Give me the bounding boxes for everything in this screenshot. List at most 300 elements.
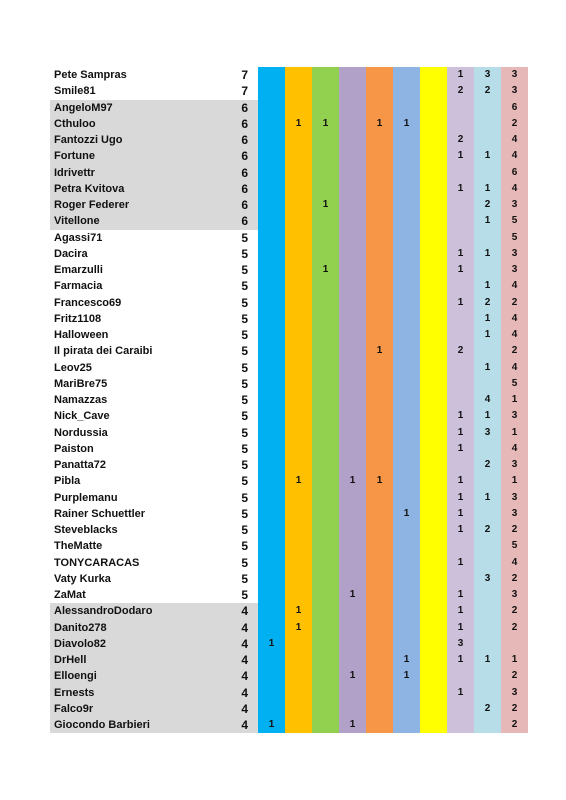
count-cell bbox=[474, 717, 501, 733]
count-cell: 4 bbox=[501, 132, 528, 148]
total-score-cell: 5 bbox=[241, 425, 248, 440]
count-cell bbox=[312, 506, 339, 522]
count-cell bbox=[366, 311, 393, 327]
table-row bbox=[50, 148, 528, 164]
count-cell bbox=[258, 392, 285, 408]
count-cell bbox=[447, 571, 474, 587]
total-score-cell: 6 bbox=[207, 165, 258, 181]
count-cell: 1 bbox=[501, 652, 528, 668]
count-cell: 1 bbox=[474, 408, 501, 424]
count-cell bbox=[366, 100, 393, 116]
count-cell bbox=[447, 116, 474, 132]
count-cell: 2 bbox=[501, 295, 528, 311]
total-score-cell: 5 bbox=[241, 279, 248, 294]
count-cell bbox=[339, 327, 366, 343]
count-cell bbox=[285, 392, 312, 408]
count-cell bbox=[393, 213, 420, 229]
count-cell bbox=[285, 701, 312, 717]
count-cell bbox=[393, 408, 420, 424]
count-cell bbox=[393, 165, 420, 181]
count-cell: 6 bbox=[501, 165, 528, 181]
total-score-cell: 4 bbox=[207, 717, 258, 733]
count-cell bbox=[420, 278, 447, 294]
table-row bbox=[50, 555, 528, 571]
count-cell bbox=[258, 620, 285, 636]
count-cell bbox=[420, 181, 447, 197]
count-cell: 1 bbox=[474, 213, 501, 229]
count-cell bbox=[312, 685, 339, 701]
count-cell bbox=[474, 132, 501, 148]
count-cell bbox=[393, 425, 420, 441]
table-row bbox=[50, 425, 528, 441]
player-name-cell: DrHell bbox=[50, 652, 207, 668]
count-cell bbox=[312, 620, 339, 636]
count-cell: 3 bbox=[501, 197, 528, 213]
count-cell bbox=[312, 490, 339, 506]
total-score-cell: 5 bbox=[241, 230, 248, 245]
count-cell bbox=[339, 230, 366, 246]
count-cell bbox=[285, 246, 312, 262]
table-row bbox=[50, 668, 528, 684]
count-cell bbox=[339, 262, 366, 278]
count-cell bbox=[420, 343, 447, 359]
count-cell bbox=[393, 603, 420, 619]
count-cell bbox=[285, 506, 312, 522]
count-cell bbox=[393, 571, 420, 587]
player-name-cell: Agassi71 bbox=[54, 231, 103, 244]
count-cell bbox=[393, 620, 420, 636]
table-row bbox=[50, 587, 528, 603]
count-cell: 5 bbox=[501, 538, 528, 554]
count-cell: 1 bbox=[474, 148, 501, 164]
count-cell bbox=[393, 636, 420, 652]
count-cell bbox=[312, 425, 339, 441]
total-score-cell: 5 bbox=[241, 474, 248, 489]
count-cell bbox=[312, 230, 339, 246]
count-cell: 1 bbox=[312, 116, 339, 132]
count-cell bbox=[258, 148, 285, 164]
count-cell bbox=[258, 441, 285, 457]
count-cell bbox=[393, 473, 420, 489]
count-cell bbox=[420, 83, 447, 99]
count-cell: 2 bbox=[501, 717, 528, 733]
count-cell: 2 bbox=[501, 571, 528, 587]
count-cell bbox=[447, 360, 474, 376]
count-cell bbox=[366, 165, 393, 181]
count-cell: 1 bbox=[285, 603, 312, 619]
count-cell bbox=[258, 311, 285, 327]
count-cell bbox=[366, 603, 393, 619]
count-cell: 6 bbox=[501, 100, 528, 116]
count-cell bbox=[258, 408, 285, 424]
count-cell bbox=[420, 213, 447, 229]
count-cell bbox=[312, 652, 339, 668]
count-cell bbox=[258, 230, 285, 246]
count-cell bbox=[366, 295, 393, 311]
count-cell bbox=[366, 538, 393, 554]
total-score-cell: 5 bbox=[241, 328, 248, 342]
player-name-cell: Fantozzi Ugo bbox=[50, 132, 207, 148]
count-cell bbox=[258, 197, 285, 213]
table-row bbox=[50, 230, 528, 246]
count-cell: 1 bbox=[339, 473, 366, 489]
count-cell bbox=[312, 67, 339, 83]
table-row bbox=[50, 83, 528, 99]
player-name-cell: TheMatte bbox=[54, 540, 103, 553]
total-score-cell: 4 bbox=[207, 685, 258, 701]
count-cell bbox=[393, 360, 420, 376]
table-row bbox=[50, 636, 528, 652]
count-cell bbox=[312, 441, 339, 457]
player-name-cell: Falco9r bbox=[50, 701, 207, 717]
count-cell bbox=[393, 181, 420, 197]
count-cell bbox=[447, 376, 474, 392]
count-cell: 4 bbox=[501, 148, 528, 164]
count-cell bbox=[420, 165, 447, 181]
count-cell bbox=[420, 295, 447, 311]
count-cell: 1 bbox=[366, 343, 393, 359]
player-name-cell: Leov25 bbox=[54, 361, 92, 374]
count-cell bbox=[312, 83, 339, 99]
count-cell bbox=[312, 555, 339, 571]
player-name-cell: Smile81 bbox=[54, 85, 96, 98]
player-name-cell: Fortune bbox=[50, 148, 207, 164]
count-cell: 1 bbox=[312, 262, 339, 278]
count-cell bbox=[285, 295, 312, 311]
count-cell bbox=[258, 246, 285, 262]
count-cell: 2 bbox=[501, 620, 528, 636]
count-cell: 1 bbox=[285, 620, 312, 636]
count-cell bbox=[312, 473, 339, 489]
count-cell bbox=[474, 441, 501, 457]
count-cell: 1 bbox=[447, 652, 474, 668]
count-cell bbox=[474, 165, 501, 181]
count-cell bbox=[339, 685, 366, 701]
count-cell: 4 bbox=[474, 392, 501, 408]
count-cell bbox=[285, 343, 312, 359]
count-cell: 1 bbox=[393, 116, 420, 132]
count-cell: 1 bbox=[366, 116, 393, 132]
count-cell: 1 bbox=[447, 246, 474, 262]
count-cell bbox=[474, 636, 501, 652]
count-cell: 2 bbox=[501, 603, 528, 619]
count-cell bbox=[393, 717, 420, 733]
player-name-cell: TONYCARACAS bbox=[54, 556, 140, 569]
count-cell: 1 bbox=[447, 555, 474, 571]
count-cell bbox=[366, 717, 393, 733]
player-name-cell: Idrivettr bbox=[50, 165, 207, 181]
count-cell bbox=[420, 490, 447, 506]
count-cell bbox=[285, 685, 312, 701]
count-cell: 2 bbox=[474, 522, 501, 538]
count-cell bbox=[339, 571, 366, 587]
count-cell bbox=[447, 701, 474, 717]
count-cell bbox=[420, 473, 447, 489]
count-cell bbox=[312, 376, 339, 392]
count-cell bbox=[393, 327, 420, 343]
count-cell bbox=[285, 538, 312, 554]
count-cell bbox=[258, 506, 285, 522]
count-cell: 1 bbox=[447, 148, 474, 164]
count-cell bbox=[285, 132, 312, 148]
count-cell bbox=[366, 392, 393, 408]
count-cell bbox=[258, 685, 285, 701]
total-score-cell: 5 bbox=[241, 523, 248, 537]
count-cell bbox=[420, 360, 447, 376]
total-score-cell: 5 bbox=[241, 458, 248, 472]
table-row bbox=[50, 538, 528, 554]
player-name-cell: Nordussia bbox=[54, 426, 108, 439]
count-cell bbox=[420, 571, 447, 587]
count-cell bbox=[420, 67, 447, 83]
count-cell bbox=[366, 360, 393, 376]
count-cell: 1 bbox=[474, 278, 501, 294]
count-cell bbox=[339, 116, 366, 132]
count-cell bbox=[258, 67, 285, 83]
count-cell bbox=[366, 636, 393, 652]
count-cell bbox=[393, 522, 420, 538]
count-cell bbox=[447, 230, 474, 246]
total-score-cell: 5 bbox=[241, 311, 248, 326]
table-row bbox=[50, 685, 528, 701]
player-name-cell: Pete Sampras bbox=[54, 69, 127, 81]
table-row bbox=[50, 522, 528, 538]
count-cell bbox=[258, 425, 285, 441]
count-cell bbox=[366, 213, 393, 229]
count-cell bbox=[312, 408, 339, 424]
count-cell bbox=[339, 555, 366, 571]
count-cell bbox=[339, 295, 366, 311]
count-cell bbox=[258, 343, 285, 359]
player-name-cell: Francesco69 bbox=[54, 296, 122, 309]
count-cell bbox=[393, 701, 420, 717]
count-cell: 3 bbox=[474, 67, 501, 83]
player-name-cell: Elloengi bbox=[50, 668, 207, 684]
count-cell bbox=[312, 392, 339, 408]
count-cell bbox=[339, 392, 366, 408]
count-cell bbox=[474, 620, 501, 636]
count-cell bbox=[420, 717, 447, 733]
player-name-cell: Paiston bbox=[54, 442, 94, 455]
table-row bbox=[50, 67, 528, 83]
count-cell: 1 bbox=[447, 408, 474, 424]
table-row bbox=[50, 652, 528, 668]
count-cell bbox=[339, 360, 366, 376]
total-score-cell: 5 bbox=[241, 490, 248, 505]
count-cell bbox=[447, 311, 474, 327]
player-name-cell: Vitellone bbox=[50, 213, 207, 229]
count-cell: 4 bbox=[501, 181, 528, 197]
count-cell: 1 bbox=[474, 490, 501, 506]
count-cell: 3 bbox=[501, 246, 528, 262]
count-cell bbox=[366, 132, 393, 148]
count-cell: 1 bbox=[447, 473, 474, 489]
total-score-cell: 5 bbox=[241, 393, 248, 407]
total-score-cell: 5 bbox=[241, 344, 248, 359]
table-row bbox=[50, 620, 528, 636]
count-cell bbox=[339, 506, 366, 522]
count-cell bbox=[393, 376, 420, 392]
count-cell bbox=[339, 181, 366, 197]
player-name-cell: Pibla bbox=[54, 475, 81, 488]
player-name-cell: ZaMat bbox=[54, 589, 86, 601]
count-cell bbox=[420, 668, 447, 684]
count-cell: 1 bbox=[501, 473, 528, 489]
count-cell: 1 bbox=[339, 717, 366, 733]
count-cell bbox=[366, 67, 393, 83]
count-cell bbox=[339, 603, 366, 619]
count-cell bbox=[366, 587, 393, 603]
total-score-cell: 6 bbox=[207, 116, 258, 132]
count-cell: 1 bbox=[447, 620, 474, 636]
count-cell bbox=[420, 311, 447, 327]
table-row bbox=[50, 213, 528, 229]
count-cell bbox=[393, 490, 420, 506]
total-score-cell: 4 bbox=[207, 620, 258, 636]
count-cell: 1 bbox=[447, 425, 474, 441]
player-name-cell: Purplemanu bbox=[54, 491, 118, 504]
table-row bbox=[50, 165, 528, 181]
count-cell bbox=[339, 408, 366, 424]
count-cell bbox=[258, 181, 285, 197]
count-cell bbox=[339, 376, 366, 392]
count-cell: 5 bbox=[501, 376, 528, 392]
player-name-cell: Dacira bbox=[54, 247, 88, 260]
count-cell bbox=[312, 701, 339, 717]
count-cell bbox=[393, 197, 420, 213]
count-cell bbox=[420, 148, 447, 164]
count-cell bbox=[393, 132, 420, 148]
count-cell bbox=[420, 685, 447, 701]
count-cell bbox=[420, 538, 447, 554]
total-score-cell: 6 bbox=[207, 197, 258, 213]
table-row bbox=[50, 100, 528, 116]
count-cell: 5 bbox=[501, 213, 528, 229]
count-cell: 2 bbox=[474, 83, 501, 99]
count-cell bbox=[474, 603, 501, 619]
count-cell: 1 bbox=[447, 262, 474, 278]
count-cell bbox=[393, 441, 420, 457]
table-row bbox=[50, 132, 528, 148]
player-name-cell: Halloween bbox=[54, 329, 109, 341]
count-cell bbox=[339, 83, 366, 99]
count-cell bbox=[366, 148, 393, 164]
count-cell bbox=[420, 132, 447, 148]
table-row bbox=[50, 246, 528, 262]
table-row bbox=[50, 571, 528, 587]
player-name-cell: Nick_Cave bbox=[54, 410, 110, 423]
table-row bbox=[50, 392, 528, 408]
count-cell: 1 bbox=[501, 425, 528, 441]
count-cell bbox=[420, 116, 447, 132]
count-cell: 3 bbox=[501, 262, 528, 278]
count-cell bbox=[312, 165, 339, 181]
player-name-cell: Rainer Schuettler bbox=[54, 507, 146, 520]
count-cell bbox=[420, 262, 447, 278]
count-cell bbox=[285, 555, 312, 571]
count-cell bbox=[366, 701, 393, 717]
count-cell: 1 bbox=[258, 636, 285, 652]
ranking-table bbox=[50, 67, 528, 733]
count-cell: 3 bbox=[501, 506, 528, 522]
player-name-cell: Farmacia bbox=[54, 280, 103, 293]
count-cell bbox=[258, 327, 285, 343]
count-cell: 2 bbox=[501, 668, 528, 684]
count-cell bbox=[420, 506, 447, 522]
count-cell bbox=[393, 262, 420, 278]
count-cell: 3 bbox=[501, 587, 528, 603]
count-cell bbox=[258, 83, 285, 99]
table-row bbox=[50, 197, 528, 213]
count-cell bbox=[393, 148, 420, 164]
count-cell bbox=[366, 278, 393, 294]
count-cell: 2 bbox=[447, 132, 474, 148]
count-cell bbox=[285, 197, 312, 213]
count-cell bbox=[420, 522, 447, 538]
count-cell: 1 bbox=[447, 603, 474, 619]
count-cell bbox=[312, 181, 339, 197]
count-cell bbox=[258, 538, 285, 554]
count-cell bbox=[285, 230, 312, 246]
table-row bbox=[50, 181, 528, 197]
count-cell bbox=[420, 441, 447, 457]
count-cell bbox=[420, 408, 447, 424]
count-cell: 1 bbox=[393, 652, 420, 668]
count-cell: 1 bbox=[474, 360, 501, 376]
count-cell bbox=[393, 230, 420, 246]
total-score-cell: 7 bbox=[241, 84, 248, 99]
count-cell: 1 bbox=[474, 246, 501, 262]
table-row bbox=[50, 457, 528, 473]
count-cell bbox=[474, 668, 501, 684]
count-cell bbox=[420, 376, 447, 392]
count-cell: 1 bbox=[447, 685, 474, 701]
count-cell bbox=[285, 311, 312, 327]
count-cell bbox=[339, 522, 366, 538]
count-cell bbox=[258, 132, 285, 148]
count-cell: 3 bbox=[474, 425, 501, 441]
total-score-cell: 4 bbox=[207, 668, 258, 684]
player-name-cell: AngeloM97 bbox=[50, 100, 207, 116]
table-row bbox=[50, 408, 528, 424]
total-score-cell: 7 bbox=[241, 68, 248, 82]
count-cell bbox=[312, 717, 339, 733]
count-cell bbox=[258, 555, 285, 571]
count-cell bbox=[393, 685, 420, 701]
count-cell: 1 bbox=[285, 473, 312, 489]
table-row bbox=[50, 311, 528, 327]
count-cell bbox=[420, 457, 447, 473]
table-row bbox=[50, 717, 528, 733]
count-cell bbox=[474, 685, 501, 701]
count-cell bbox=[285, 213, 312, 229]
count-cell bbox=[366, 571, 393, 587]
count-cell bbox=[285, 636, 312, 652]
count-cell bbox=[447, 457, 474, 473]
count-cell bbox=[420, 246, 447, 262]
count-cell bbox=[312, 457, 339, 473]
count-cell bbox=[258, 587, 285, 603]
player-name-cell: Namazzas bbox=[54, 394, 108, 406]
ranking-body bbox=[50, 67, 528, 733]
count-cell: 3 bbox=[501, 457, 528, 473]
count-cell bbox=[393, 555, 420, 571]
count-cell bbox=[339, 343, 366, 359]
total-score-cell: 5 bbox=[241, 506, 248, 521]
count-cell bbox=[258, 295, 285, 311]
player-name-cell: Diavolo82 bbox=[50, 636, 207, 652]
count-cell bbox=[447, 538, 474, 554]
